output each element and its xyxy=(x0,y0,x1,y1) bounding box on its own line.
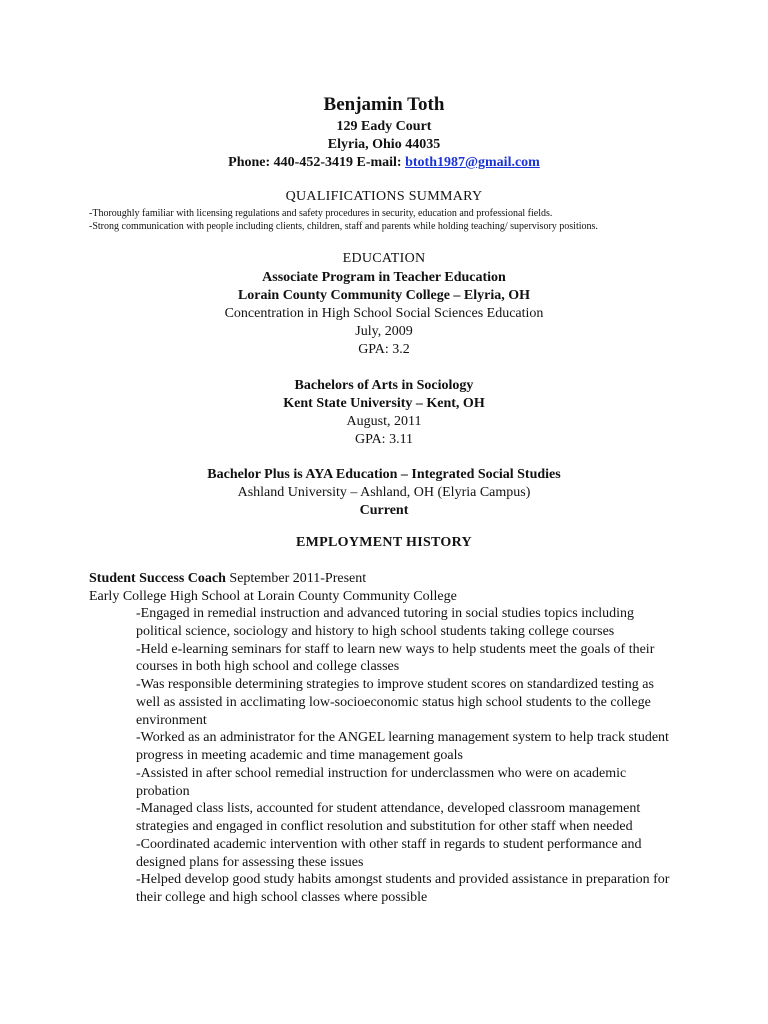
graduation-date: July, 2009 xyxy=(355,324,413,339)
concentration-text: Concentration in High School Social Sciences Education xyxy=(224,306,544,321)
degree-title: Bachelors of Arts in Sociology xyxy=(294,378,474,393)
gpa-text: GPA: 3.2 xyxy=(358,342,410,357)
list-item: -Engaged in remedial instruction and advanced tutoring in social studies topics including political science, sociology and history to high school students taking college courses xyxy=(136,606,635,639)
school-name: Ashland University – Ashland, OH (Elyria Campus) xyxy=(237,485,531,500)
address-line-1: 129 Eady Court xyxy=(336,119,432,134)
list-item: -Assisted in after school remedial instruction for underclassmen who were on academic probation xyxy=(136,765,627,799)
degree-title: Associate Program in Teacher Education xyxy=(262,270,506,285)
address-line-2: Elyria, Ohio 44035 xyxy=(327,137,441,152)
qualification-item: -Thoroughly familiar with licensing regulations and safety procedures in security, education and professional fields. xyxy=(89,208,553,219)
list-item: -Held e-learning seminars for staff to learn new ways to help students meet the goals of their courses in both high school and college classes xyxy=(136,641,655,675)
degree-title: Bachelor Plus is AYA Education – Integrated Social Studies xyxy=(207,467,561,482)
list-item: -Worked as an administrator for the ANGEL learning management system to help track student progress in meeting academic and time management goals xyxy=(136,730,669,763)
phone-text: Phone: 440-452-3419 E-mail: xyxy=(228,155,402,170)
job-title: Student Success Coach xyxy=(89,571,226,586)
list-item: -Helped develop good study habits amongst students and provided assistance in preparation for their college and high school classes where possible xyxy=(136,872,670,905)
qualification-item: -Strong communication with people including clients, children, staff and parents while holding teaching/ supervisory positions. xyxy=(89,220,598,232)
graduation-date: August, 2011 xyxy=(346,414,422,429)
email-link[interactable]: btoth1987@gmail.com xyxy=(405,155,540,170)
gpa-text: GPA: 3.11 xyxy=(354,432,414,447)
education-heading: EDUCATION xyxy=(342,251,426,266)
list-item: -Coordinated academic intervention with other staff in regards to student performance and designed plans for assessing these issues xyxy=(136,836,642,870)
employment-heading: EMPLOYMENT HISTORY xyxy=(296,535,472,550)
qualifications-list xyxy=(89,208,689,233)
applicant-name: Benjamin Toth xyxy=(323,94,445,115)
school-name: Kent State University – Kent, OH xyxy=(283,396,485,411)
list-item: -Managed class lists, accounted for student attendance, developed classroom management strategies and engaged in conflict resolution and substitution for other staff when needed xyxy=(136,801,641,834)
employer-name: Early College High School at Lorain County Community College xyxy=(89,589,457,604)
school-name: Lorain County Community College – Elyria, OH xyxy=(237,288,531,303)
job-duties-list xyxy=(136,605,681,907)
qualifications-heading: QUALIFICATIONS SUMMARY xyxy=(285,189,483,204)
list-item: -Was responsible determining strategies to improve student scores on standardized testing as well as assisted in acclimating low-socioeconomic status high school students to the college environment xyxy=(136,677,654,728)
job-title-line xyxy=(89,570,366,587)
degree-status: Current xyxy=(359,503,409,518)
job-dates: September 2011-Present xyxy=(225,571,367,586)
contact-line xyxy=(0,154,768,171)
